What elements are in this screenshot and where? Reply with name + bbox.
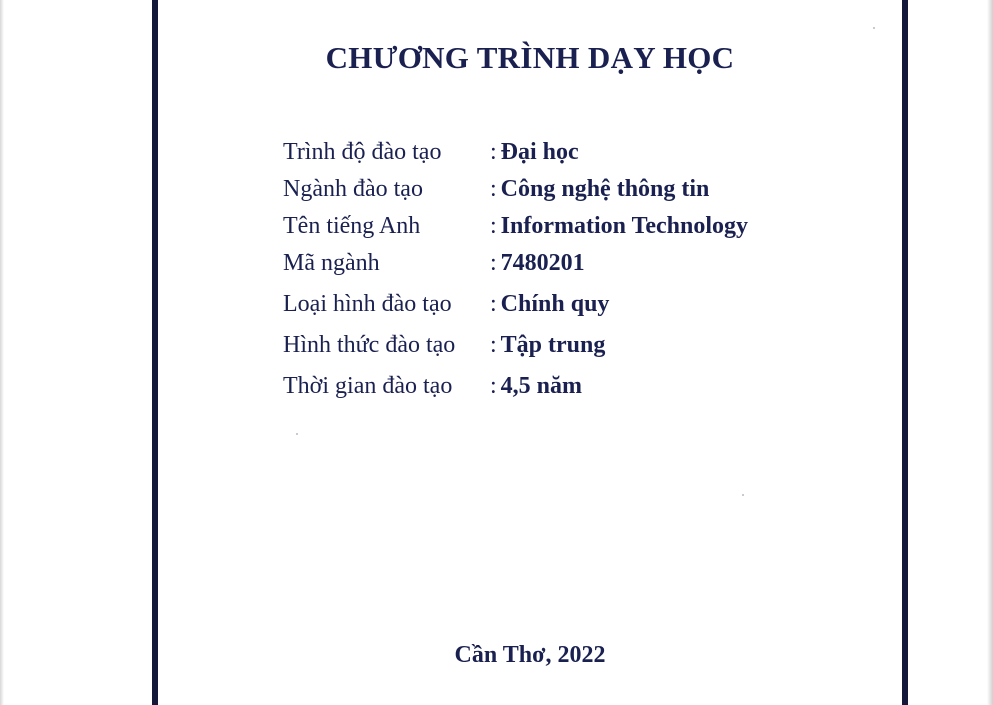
- value-text: 4,5 năm: [500, 373, 583, 399]
- border-frame-right: [902, 0, 908, 705]
- info-label: Loại hình đào tạo: [283, 291, 452, 317]
- info-value: [490, 327, 605, 364]
- right-page-edge: [987, 0, 993, 705]
- scan-speck: [873, 27, 875, 29]
- info-value: [490, 208, 748, 245]
- info-value: [490, 245, 585, 282]
- separator: :: [490, 373, 497, 399]
- info-value: [490, 171, 709, 208]
- value-text: Chính quy: [500, 291, 610, 317]
- info-value: [490, 286, 609, 323]
- separator: :: [490, 213, 497, 239]
- scan-speck: [296, 433, 298, 435]
- info-label: Hình thức đào tạo: [283, 332, 456, 358]
- info-label: Mã ngành: [283, 250, 380, 276]
- separator: :: [490, 250, 497, 276]
- info-label: Tên tiếng Anh: [283, 213, 421, 239]
- left-page-edge: [0, 0, 4, 705]
- info-value: [490, 134, 579, 171]
- value-text: Tập trung: [500, 332, 606, 358]
- value-text: Công nghệ thông tin: [500, 176, 710, 202]
- info-label: Trình độ đào tạo: [283, 139, 442, 165]
- separator: :: [490, 139, 497, 165]
- value-text: Information Technology: [500, 213, 749, 239]
- info-label: Ngành đào tạo: [283, 176, 423, 202]
- value-text: 7480201: [500, 250, 585, 276]
- value-text: Đại học: [500, 139, 579, 165]
- separator: :: [490, 176, 497, 202]
- separator: :: [490, 291, 497, 317]
- info-label: Thời gian đào tạo: [283, 373, 453, 399]
- info-value: [490, 368, 582, 405]
- place-date: Cần Thơ, 2022: [454, 642, 606, 668]
- separator: :: [490, 332, 497, 358]
- scan-speck: [742, 494, 744, 496]
- border-frame-left: [152, 0, 158, 705]
- document-title: CHƯƠNG TRÌNH DẠY HỌC: [325, 40, 735, 75]
